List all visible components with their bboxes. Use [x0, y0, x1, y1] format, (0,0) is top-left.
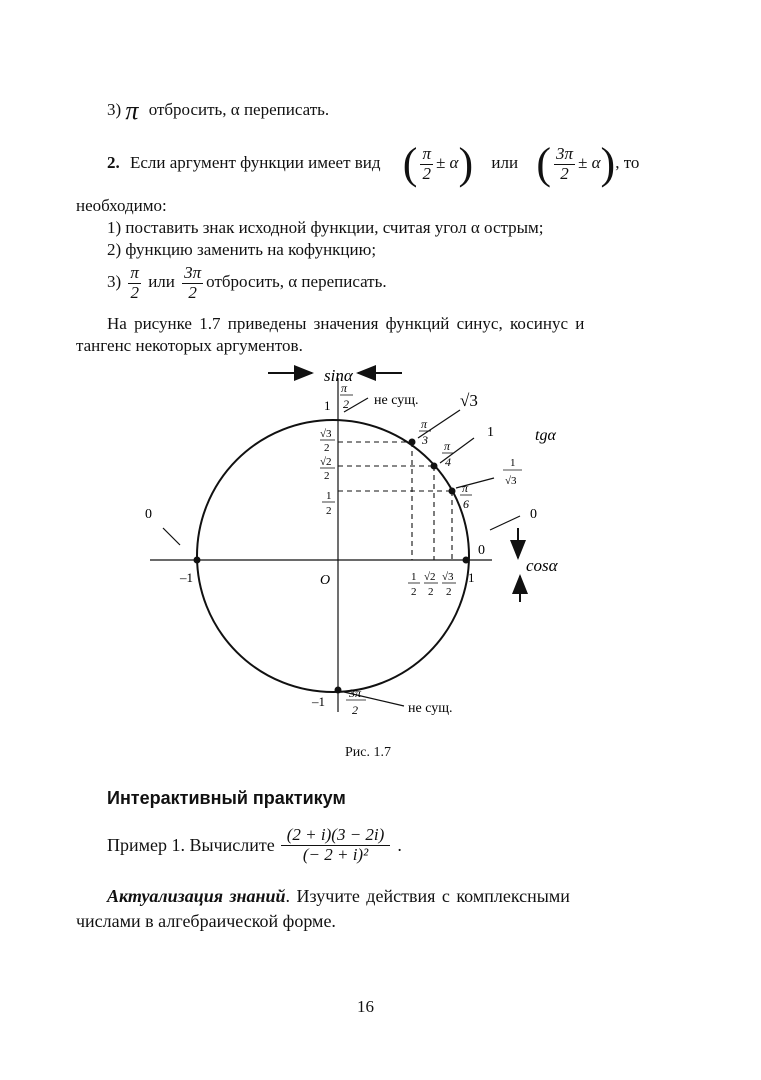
svg-text:2: 2: [324, 442, 330, 454]
pi-symbol: π: [125, 96, 139, 125]
svg-text:0: 0: [530, 507, 537, 522]
svg-text:1: 1: [510, 457, 516, 469]
svg-text:1: 1: [324, 398, 331, 413]
complex-fraction: $\frac{(2 + i)(3 - 2i)}{\text{(− 2 + i)²}}$: [281, 826, 391, 864]
intro-line1: На рисунке 1.7 приведены значения функций синус, косинус и: [107, 314, 585, 333]
svg-text:2: 2: [352, 703, 358, 717]
rule2-line1: 2. Если аргумент функции имеет вид ( $\frac{\pi}{2}$ ± α) или ( $\frac{3\pi}{2}$ ± α), то: [107, 139, 640, 188]
svg-text:6: 6: [463, 497, 469, 511]
svg-text:1: 1: [487, 425, 494, 440]
svg-text:–1: –1: [180, 570, 193, 585]
svg-text:0: 0: [145, 507, 152, 522]
rule1-item3: 3) π отбросить, α переписать.: [107, 96, 330, 125]
svg-text:2: 2: [326, 505, 332, 517]
section-heading: Интерактивный практикум: [107, 788, 346, 808]
sin-axis-label: sinα: [324, 366, 353, 385]
rule2-item3: 3) $\frac{\pi}{2}$ или $\frac{3\pi}{2}$ отбросить, α переписать.: [107, 263, 387, 302]
arg2-fraction: $\frac{3\pi}{2}$: [555, 143, 574, 183]
svg-text:π: π: [444, 439, 451, 453]
svg-text:√2: √2: [320, 456, 332, 468]
svg-text:√3: √3: [460, 391, 478, 410]
svg-text:1: 1: [326, 490, 332, 502]
svg-text:1: 1: [468, 570, 475, 585]
svg-text:2: 2: [411, 586, 417, 598]
svg-text:0: 0: [478, 543, 485, 558]
svg-text:2: 2: [324, 470, 330, 482]
figure-caption: Рис. 1.7: [345, 745, 391, 760]
page-number: 16: [357, 997, 374, 1016]
unit-circle: [197, 420, 469, 692]
svg-text:2: 2: [446, 586, 452, 598]
rule2-line2: необходимо:: [76, 196, 167, 215]
intro-line2: тангенс некоторых аргументов.: [76, 336, 303, 355]
svg-text:4: 4: [445, 455, 451, 469]
tg-label: tgα: [535, 427, 556, 444]
svg-text:2: 2: [343, 397, 349, 411]
svg-text:π: π: [462, 481, 469, 495]
svg-text:√3: √3: [442, 571, 454, 583]
svg-text:π: π: [341, 381, 348, 395]
svg-text:3π: 3π: [349, 686, 362, 700]
svg-text:√3: √3: [320, 428, 332, 440]
rule2-item2: 2) функцию заменить на кофункцию;: [107, 240, 377, 259]
svg-text:не сущ.: не сущ.: [374, 393, 419, 408]
svg-text:2: 2: [428, 586, 434, 598]
svg-text:π: π: [421, 417, 428, 431]
svg-text:не сущ.: не сущ.: [408, 701, 453, 716]
actualization-line2: числами в алгебраической форме.: [76, 911, 336, 931]
rule2-item1: 1) поставить знак исходной функции, считая угол α острым;: [107, 218, 544, 237]
arg1-fraction: $\frac{\pi}{2}$: [422, 143, 431, 183]
svg-text:√3: √3: [505, 475, 517, 487]
svg-text:√2: √2: [424, 571, 436, 583]
svg-text:–1: –1: [312, 694, 325, 709]
example-1: Пример 1. Вычислите $\frac{(2 + i)(3 - 2i)}{\text{(− 2 + i)²}}$ .: [107, 825, 402, 864]
svg-text:1: 1: [411, 571, 417, 583]
cos-axis-label: cosα: [526, 556, 558, 575]
svg-text:3: 3: [422, 433, 428, 447]
actualization-line1: Актуализация знаний. Изучите действия с комплексными: [107, 886, 570, 906]
origin-label: O: [320, 573, 331, 588]
